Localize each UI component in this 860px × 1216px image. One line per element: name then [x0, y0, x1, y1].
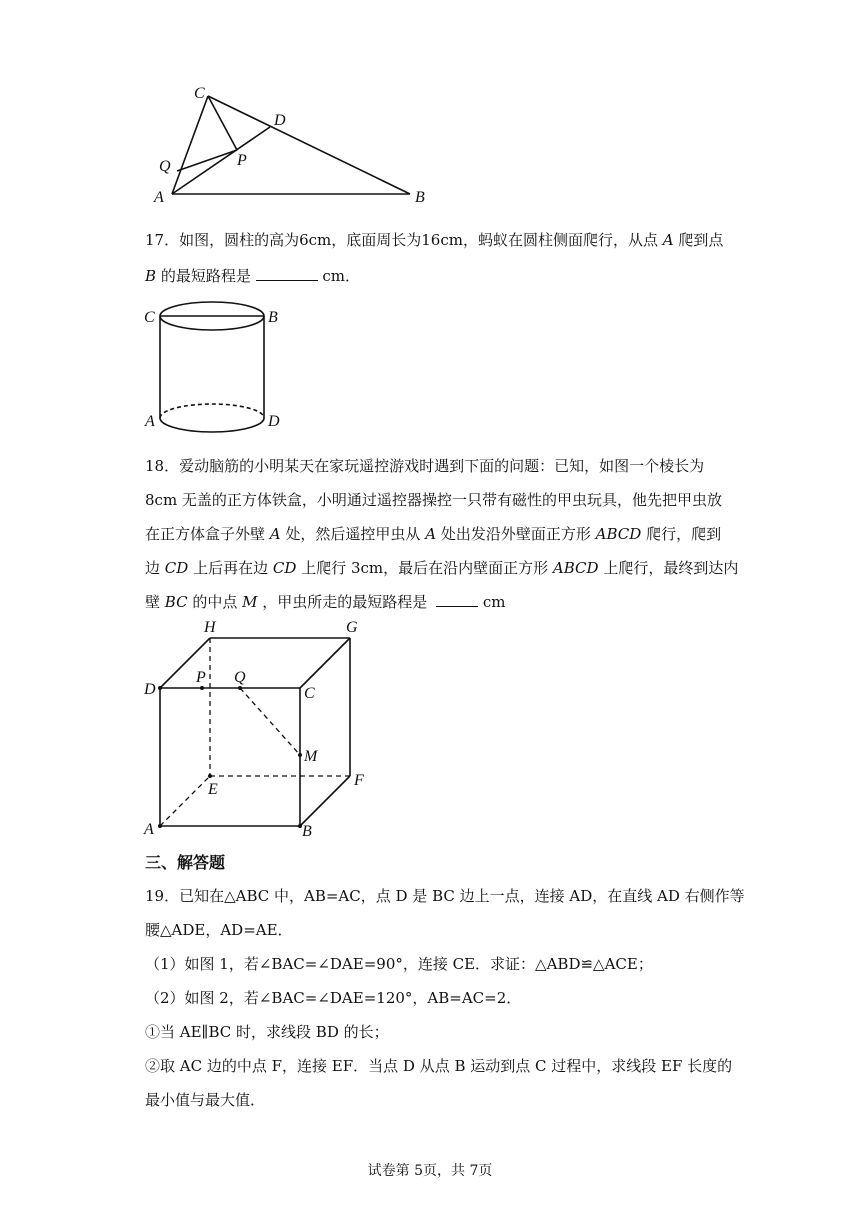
label-F: F	[354, 772, 364, 789]
q19-sub2: ②取 AC 边的中点 F，连接 EF．当点 D 从点 B 运动到点 C 过程中，求线段 EF 长度的	[145, 1057, 733, 1075]
q18-line2: 8cm 无盖的正方体铁盒，小明通过遥控器操控一只带有磁性的甲虫玩具，他先把甲虫放	[145, 491, 722, 509]
label-P: P	[237, 152, 247, 169]
q18-text-5c: ，甲虫所走的最短路程是	[262, 593, 428, 611]
q19-part1: （1）如图 1，若∠BAC=∠DAE=90°，连接 CE．求证：△ABD≌△ACE；	[145, 955, 653, 973]
q18-text-5a: 壁	[145, 593, 161, 611]
section-heading: 三、解答题	[145, 853, 226, 872]
q18-line1: 18．爱动脑筋的小明某天在家玩遥控游戏时遇到下面的问题：已知，如图一个棱长为	[145, 457, 705, 475]
q18-text-4a: 边	[145, 559, 161, 577]
q17-point-a: A	[662, 231, 674, 249]
label-M: M	[304, 748, 318, 765]
q18-edge-cd: CD	[164, 559, 189, 577]
label-D: D	[144, 681, 156, 698]
q18-point-a2: A	[425, 525, 437, 543]
label-A: A	[144, 821, 154, 838]
q18-text-4b: 上后再在边	[193, 559, 269, 577]
label-P: P	[196, 669, 206, 686]
q17-text-b: 爬到点	[678, 231, 724, 249]
q18-text-3b: 处，然后遥控甲虫从	[285, 525, 421, 543]
q18-square-abcd: ABCD	[595, 525, 642, 543]
page-footer: 试卷第 5页，共 7页	[367, 1163, 493, 1179]
q18-answer-blank[interactable]	[436, 592, 478, 607]
label-G: G	[346, 619, 358, 636]
cube-figure	[140, 618, 380, 840]
q18-text-5b: 的中点	[192, 593, 238, 611]
q18-unit: cm	[482, 593, 506, 611]
q19-sub1: ①当 AE∥BC 时，求线段 BD 的长；	[145, 1023, 389, 1041]
q18-text-3c: 处出发沿外壁面正方形	[440, 525, 591, 543]
label-D: D	[274, 112, 286, 129]
q17-line2	[145, 266, 360, 286]
q17-text-a: 17．如图，圆柱的高为6cm，底面周长为16cm，蚂蚁在圆柱侧面爬行，从点	[145, 231, 658, 249]
q18-point-m: M	[242, 593, 258, 611]
q18-line4	[145, 558, 738, 578]
label-C: C	[144, 309, 155, 326]
label-C: C	[194, 85, 205, 102]
label-E: E	[208, 781, 218, 798]
label-B: B	[415, 189, 425, 206]
cylinder-figure	[140, 300, 300, 440]
q19-line1: 19．已知在△ABC 中，AB=AC，点 D 是 BC 边上一点，连接 AD，在直线 AD 右侧作等	[145, 887, 745, 905]
label-Q: Q	[234, 669, 246, 686]
q17-line1	[145, 230, 723, 250]
label-C: C	[304, 685, 315, 702]
q17-text-c: 的最短路程是	[160, 267, 251, 285]
q18-text-4c: 上爬行 3cm，最后在沿内壁面正方形	[301, 559, 549, 577]
q18-text-4d: 上爬行，最终到达内	[603, 559, 739, 577]
q18-line5	[145, 592, 506, 612]
q18-point-a: A	[269, 525, 281, 543]
q18-edge-cd2: CD	[272, 559, 297, 577]
q18-line3	[145, 524, 721, 544]
label-H: H	[204, 619, 216, 636]
q18-text-3d: 爬行，爬到	[646, 525, 722, 543]
label-Q: Q	[159, 158, 171, 175]
label-A: A	[154, 189, 164, 206]
q19-sub2-cont: 最小值与最大值．	[145, 1091, 266, 1109]
triangle-figure	[140, 70, 440, 210]
q17-unit: cm．	[322, 267, 361, 285]
q18-square-abcd2: ABCD	[552, 559, 599, 577]
label-A: A	[145, 413, 155, 430]
q17-point-b: B	[145, 267, 157, 285]
label-B: B	[302, 823, 312, 840]
label-D: D	[268, 413, 280, 430]
label-B: B	[268, 309, 278, 326]
q18-edge-bc: BC	[164, 593, 188, 611]
q17-answer-blank[interactable]	[256, 266, 318, 281]
q18-text-3a: 在正方体盒子外壁	[145, 525, 266, 543]
q19-part2: （2）如图 2，若∠BAC=∠DAE=120°，AB=AC=2．	[145, 989, 522, 1007]
q19-line2: 腰△ADE，AD=AE．	[145, 921, 293, 939]
